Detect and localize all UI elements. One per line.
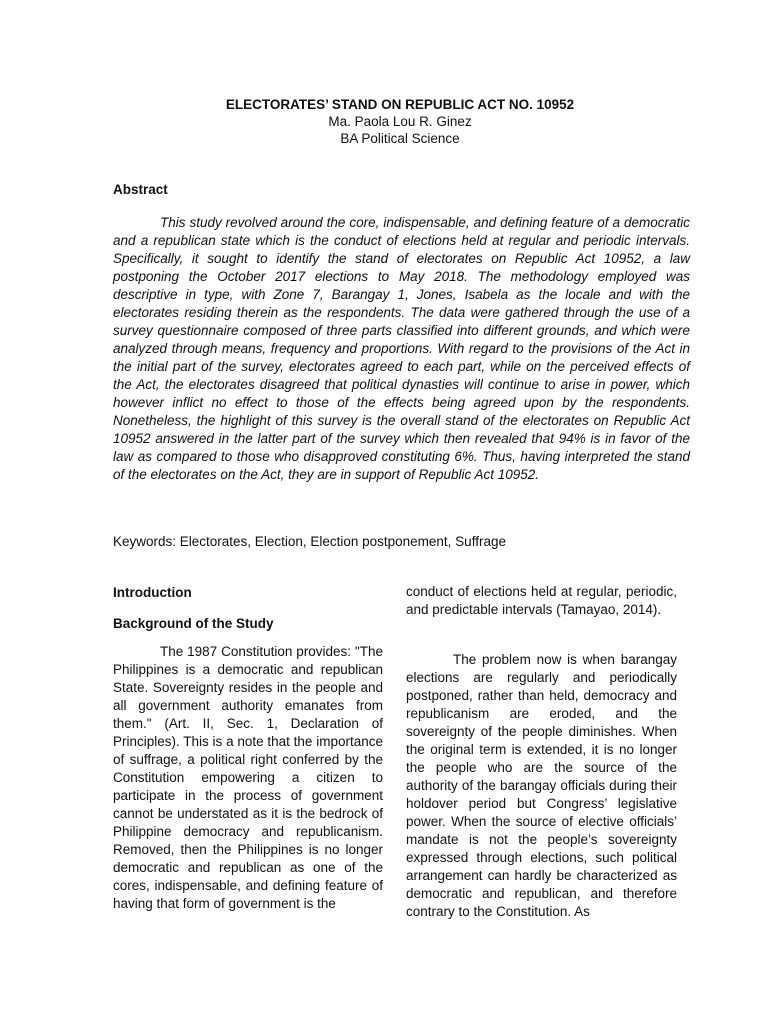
right-column-continuation: conduct of elections held at regular, periodic, and predictable intervals (Tamayao, 2014).	[406, 584, 677, 617]
author-name: Ma. Paola Lou R. Ginez	[328, 114, 472, 129]
right-column-paragraph: The problem now is when barangay elections are regularly and periodically postponed, rather than held, democracy and republicanism are eroded, and the sovereignty of the people diminishes. When the original term is extended, it is no longer the people who are the source of the authority of the barangay officials during their holdover period but Congress’ legislative power. When the source of elective officials’ mandate is not the people’s sovereignty expressed through elections, such political arrangement can hardly be characterized as democratic and republican, and therefore contrary to the Constitution. As	[406, 652, 677, 919]
author-program: BA Political Science	[340, 131, 460, 146]
background-heading: Background of the Study	[113, 616, 274, 631]
keywords-line: Keywords: Electorates, Election, Election postponement, Suffrage	[113, 534, 506, 549]
document-title: ELECTORATES’ STAND ON REPUBLIC ACT NO. 10952	[225, 97, 575, 112]
introduction-heading: Introduction	[113, 585, 192, 600]
abstract-heading: Abstract	[113, 182, 168, 197]
left-column-paragraph: The 1987 Constitution provides: "The Philippines is a democratic and republican State. Sovereignty resides in the people and all government authority emanates from them." (Art. II, Sec. 1, Declaration of Principles). This is a note that the importance of suffrage, a political right conferred by the Constitution empowering a citizen to participate in the process of government cannot be understated as it is the bedrock of Philippine democracy and republicanism. Removed, then the Philippines is no longer democratic and republican as one of the cores, indispensable, and defining feature of having that form of government is the	[113, 644, 383, 911]
abstract-text: This study revolved around the core, indispensable, and defining feature of a democratic and a republican state which is the conduct of elections held at regular and periodic intervals. Specifically, it sought to identify the stand of electorates on Republic Act 10952, a law postponing the October 2017 elections to May 2018. The methodology employed was descriptive in type, with Zone 7, Barangay 1, Jones, Isabela as the locale and with the electorates residing therein as the respondents. The data were gathered through the use of a survey questionnaire composed of three parts classified into different grounds, and which were analyzed through means, frequency and proportions. With regard to the provisions of the Act in the initial part of the survey, electorates agreed to each part, while on the perceived effects of the Act, the electorates disagreed that political dynasties will continue to arise in power, which however inflict no effect to those of the effects being agreed upon by the respondents. Nonetheless, the highlight of this survey is the overall stand of the electorates on Republic Act 10952 answered in the latter part of the survey which then revealed that 94% is in favor of the law as compared to those who disapproved constituting 6%. Thus, having interpreted the stand of the electorates on the Act, they are in support of Republic Act 10952.	[113, 215, 690, 482]
